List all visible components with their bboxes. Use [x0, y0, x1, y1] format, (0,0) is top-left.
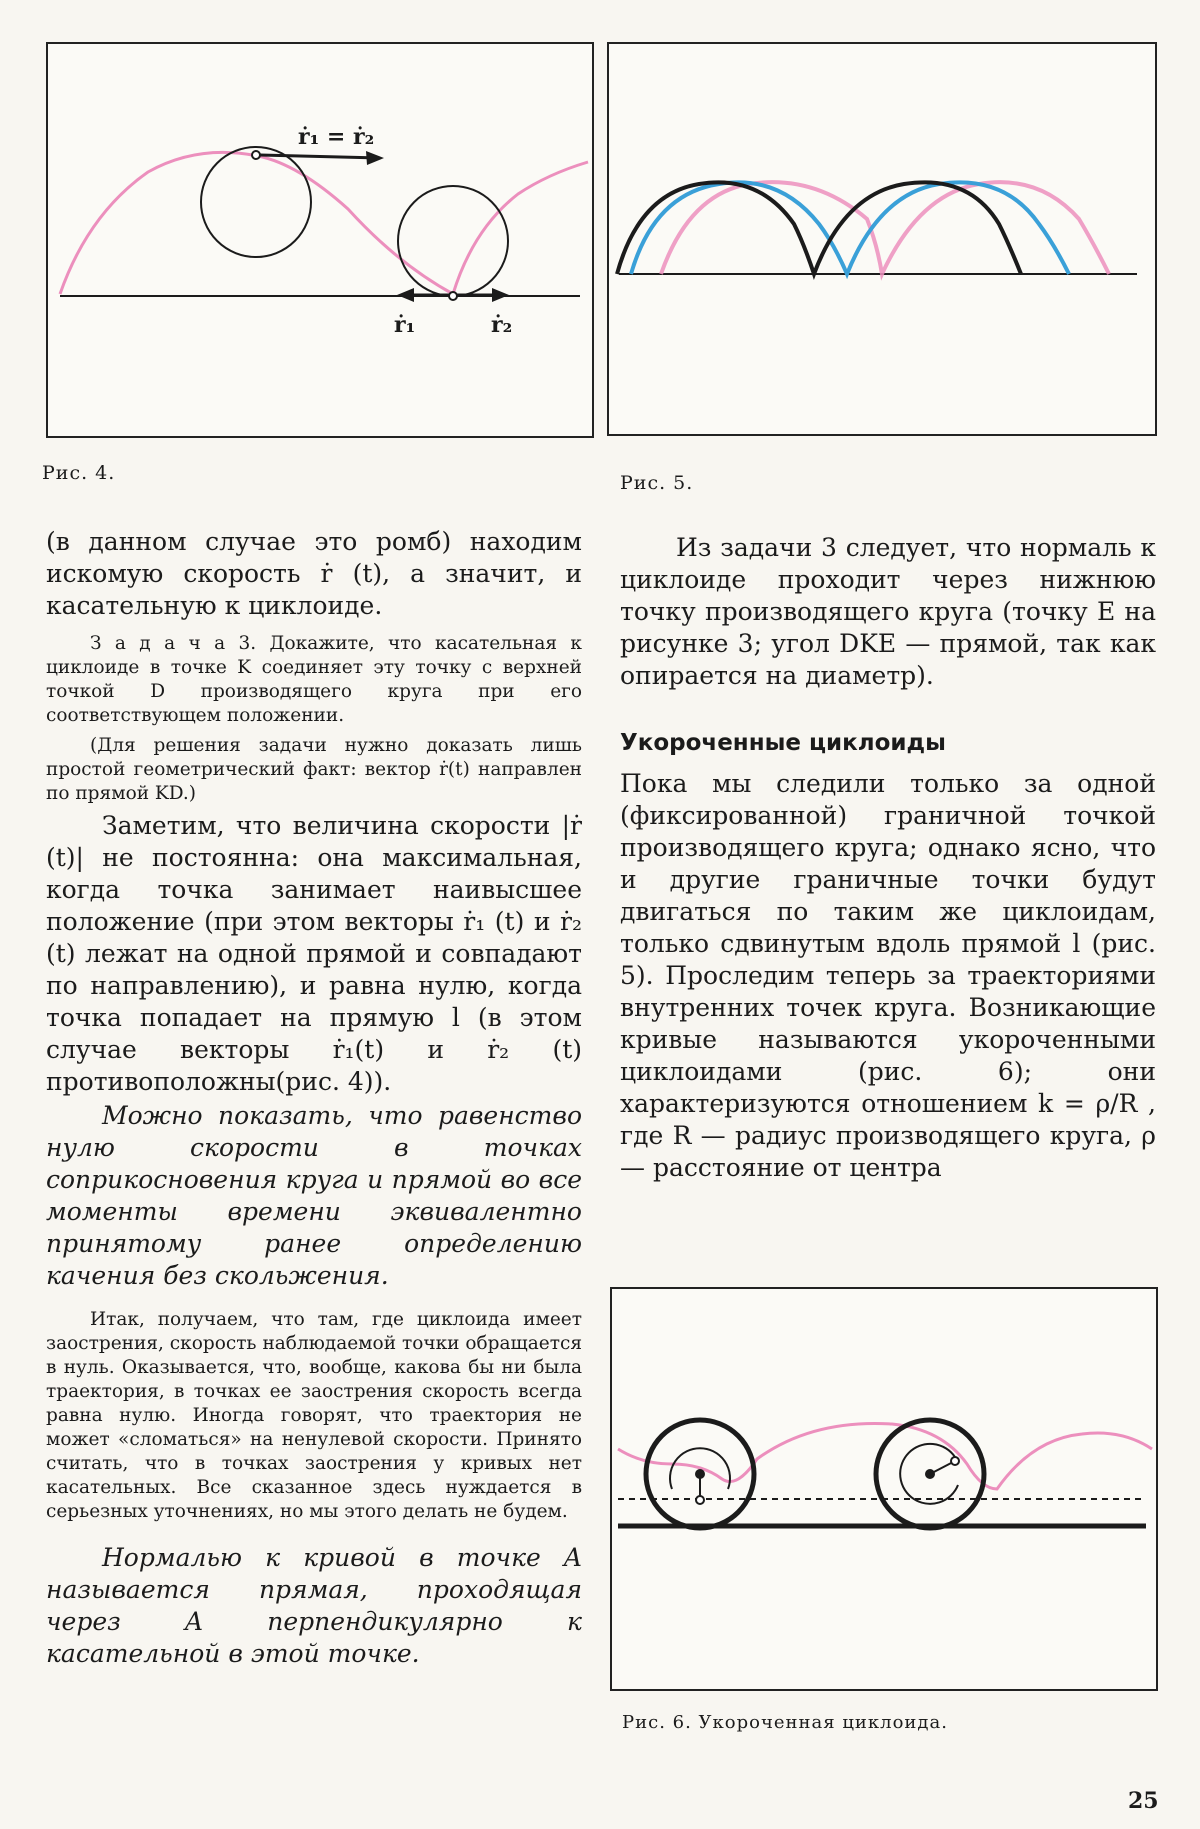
paragraph-3-italic: Можно показать, что равенство нулю скорости в точках соприкосновения круга и прямой во все моменты времени эквивалентно принятому ранее определению качения без скольжения.	[46, 1101, 582, 1290]
arrowhead-r2	[492, 288, 509, 302]
figure-4-drawing	[48, 44, 592, 436]
rolling-circle-bottom	[398, 186, 508, 296]
normal-definition: Нормалью к кривой в точке A называется прямая, проходящая через A перпендикулярно к касательной в этой точке.	[46, 1543, 582, 1668]
task-3: З а д а ч а 3. Докажите, что касательная к циклоиде в точке K соединяет эту точку с верхней точкой D производящего круга при его соответствующем положении.	[46, 633, 582, 726]
label-r1: ṙ₁	[394, 312, 416, 338]
curtate-cycloid	[618, 1423, 1152, 1489]
cycloid-black	[617, 182, 1021, 274]
task-3-hint: (Для решения задачи нужно доказать лишь простой геометрический факт: вектор ṙ(t) направлен по прямой KD.)	[46, 735, 582, 804]
cycloid-curve	[60, 152, 588, 294]
figure-5	[607, 42, 1157, 436]
right-column	[620, 532, 1156, 1184]
left-column	[46, 526, 582, 1670]
page-number: 25	[1128, 1788, 1159, 1814]
paragraph-1: (в данном случае это ромб) находим искомую скорость ṙ (t), а значит, и касательную к циклоиде.	[46, 527, 582, 620]
tracing-point-right	[951, 1457, 959, 1465]
section-heading: Укороченные циклоиды	[620, 730, 946, 756]
rolling-circle-top	[201, 147, 311, 257]
figure-4	[46, 42, 594, 438]
tracing-point-left	[696, 1496, 704, 1504]
cycloid-blue	[631, 182, 1069, 274]
paragraph-4: Итак, получаем, что там, где циклоида имеет заострения, скорость наблюдаемой точки обращается в нуль. Оказывается, что, вообще, какова бы ни была траектория, в точках ее заострения скорость всегда равна нулю. Иногда говорят, что траектория не может «сломаться» на ненулевой скорости. Принято считать, что в точках заострения у кривых нет касательных. Все сказанное здесь нуждается в серьезных уточнениях, но мы этого делать не будем.	[46, 1309, 582, 1522]
point-bottom	[449, 292, 457, 300]
point-top	[252, 151, 260, 159]
figure-6-drawing	[612, 1289, 1156, 1689]
label-r1-equals-r2: ṙ₁ = ṙ₂	[298, 124, 375, 150]
right-paragraph-2: Пока мы следили только за одной (фиксированной) граничной точкой производящего круга; однако ясно, что и другие граничные точки будут двигаться по таким же циклоидам, только сдвинутым вдоль прямой l (рис. 5). Проследим теперь за траекториями внутренних точек круга. Возникающие кривые называются укороченными циклоидами (рис. 6); они характеризуются отношением k = ρ/R , где R — радиус производящего круга, ρ — расстояние от центра	[620, 769, 1156, 1182]
paragraph-2: Заметим, что величина скорости |ṙ (t)| не постоянна: она максимальная, когда точка занимает наивысшее положение (при этом векторы ṙ₁ (t) и ṙ₂ (t) лежат на одной прямой и совпадают по направлению), и равна нулю, когда точка попадает на прямую l (в этом случае векторы ṙ₁(t) и ṙ₂ (t) противоположны(рис. 4)).	[46, 811, 582, 1096]
arrowhead-r1	[397, 288, 414, 302]
velocity-arrow-top	[260, 155, 380, 158]
figure-6	[610, 1287, 1158, 1691]
figure-4-caption: Рис. 4.	[42, 462, 116, 484]
right-paragraph-1: Из задачи 3 следует, что нормаль к циклоиде проходит через нижнюю точку производящего круга (точку E на рисунке 3; угол DKE — прямой, так как опирается на диаметр).	[620, 533, 1156, 690]
arrowhead-top	[366, 151, 384, 165]
figure-6-caption: Рис. 6. Укороченная циклоида.	[622, 1712, 948, 1733]
figure-5-caption: Рис. 5.	[620, 472, 694, 494]
figure-5-drawing	[609, 44, 1155, 434]
label-r2: ṙ₂	[491, 312, 513, 338]
